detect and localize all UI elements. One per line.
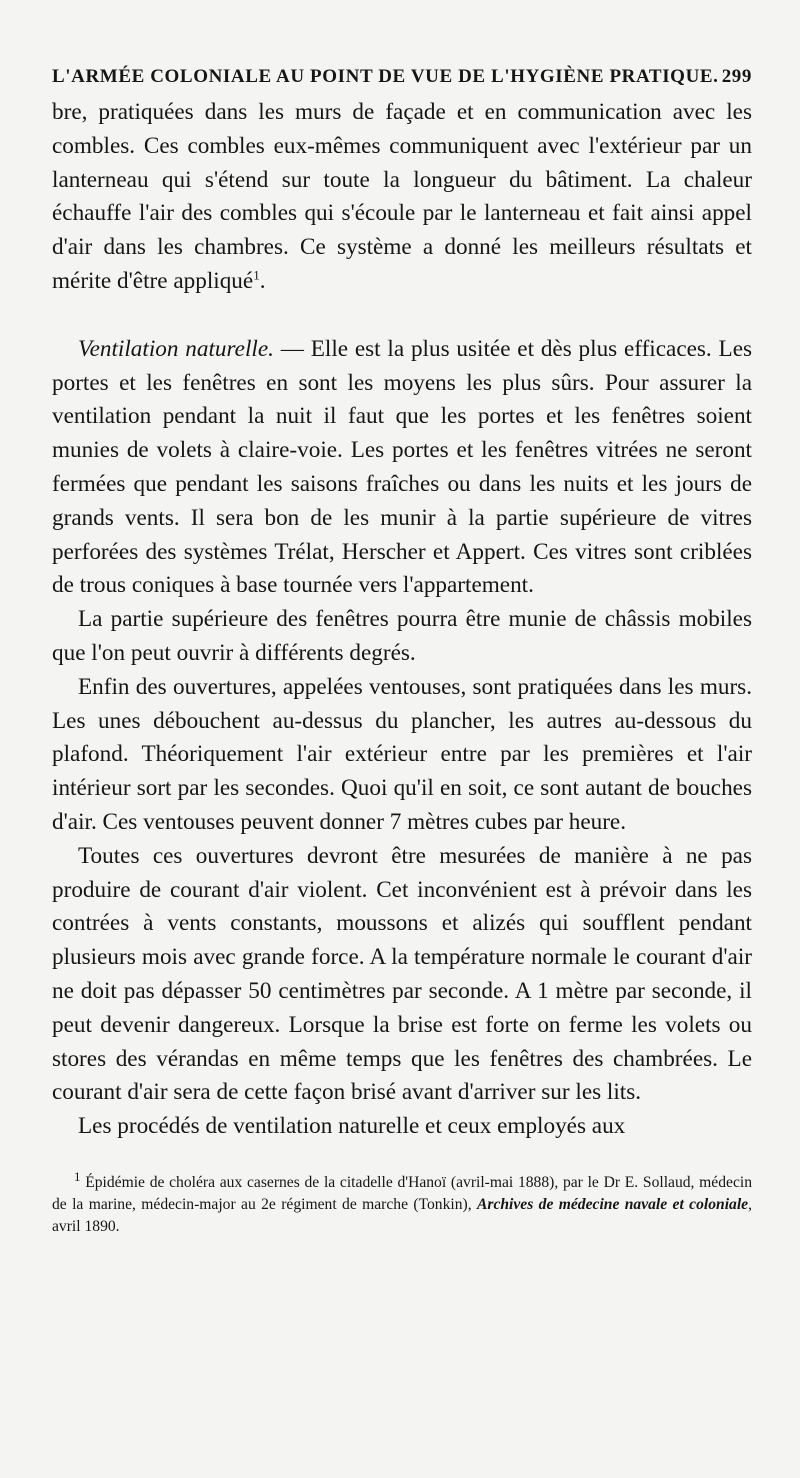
footnotes <box>52 1168 752 1238</box>
paragraph-4: Enfin des ouvertures, appelées ventouses, sont pratiquées dans les murs. Les unes débouchent au-dessus du plancher, les autres au-dessous du plafond. Théoriquement l'air extérieur entre par les premières et l'air intérieur sort par les secondes. Quoi qu'il en soit, ce sont autant de bouches d'air. Ces ventouses peuvent donner 7 mètres cubes par heure. <box>52 673 752 835</box>
paragraph-2 <box>52 333 752 603</box>
paragraph-2-text: Elle est la plus usitée et dès plus efficaces. Les portes et les fenêtres en sont les moyens les plus sûrs. Pour assurer la ventilation pendant la nuit il faut que les portes et les fenêtres soient munies de volets à claire-voie. Les portes et les fenêtres vitrées ne seront fermées que pendant les saisons fraîches ou dans les nuits et les jours de grands vents. Il sera bon de les munir à la partie supérieure de vitres perforées des systèmes Trélat, Herscher et Appert. Ces vitres sont criblées de trous coniques à base tournée vers l'appartement. <box>52 335 753 599</box>
running-title: L'ARMÉE COLONIALE AU POINT DE VUE DE L'HYGIÈNE PRATIQUE. <box>52 66 719 87</box>
section-heading: Ventilation naturelle. <box>78 335 274 362</box>
footnote-marker: 1 <box>74 1168 81 1184</box>
footnote-source: Archives de médecine navale et coloniale <box>476 1195 749 1213</box>
paragraph-1 <box>52 96 752 299</box>
paragraph-5: Toutes ces ouvertures devront être mesurées de manière à ne pas produire de courant d'air violent. Cet inconvénient est à prévoir dans les contrées à vents constants, moussons et alizés qui soufflent pendant plusieurs mois avec grande force. A la température normale le courant d'air ne doit pas dépasser 50 centimètres par seconde. A 1 mètre par seconde, il peut devenir dangereux. Lorsque la brise est forte on ferme les volets ou stores des vérandas en même temps que les fenêtres des chambrées. Le courant d'air sera de cette façon brisé avant d'arriver sur les lits. <box>52 842 752 1106</box>
running-header <box>52 64 752 90</box>
footnote-text-b: , avril 1890. <box>52 1195 752 1235</box>
heading-dash: — <box>273 335 311 362</box>
footnote-1 <box>52 1168 752 1238</box>
body-text <box>52 96 752 1144</box>
paragraph-6: Les procédés de ventilation naturelle et ceux employés aux <box>78 1113 626 1140</box>
footnote-text-a: Épidémie de choléra aux casernes de la citadelle d'Hanoï (avril-mai 1888), par le Dr E. Sollaud, médecin de la marine, médecin-major au 2e régiment de marche (Tonkin), <box>52 1173 752 1213</box>
page-number: 299 <box>721 66 752 87</box>
paragraph-1-end: . <box>259 267 266 294</box>
footnote-reference: 1 <box>253 267 260 283</box>
paragraph-3: La partie supérieure des fenêtres pourra être munie de châssis mobiles que l'on peut ouvrir à différents degrés. <box>52 606 752 666</box>
paragraph-1-text: bre, pratiquées dans les murs de façade et en communication avec les combles. Ces combles eux-mêmes communiquent avec l'extérieur par un lanterneau qui s'étend sur toute la longueur du bâtiment. La chaleur échauffe l'air des combles qui s'écoule par le lanterneau et fait ainsi appel d'air dans les chambres. Ce système a donné les meilleurs résultats et mérite d'être appliqué <box>52 99 752 294</box>
page <box>52 64 752 1238</box>
